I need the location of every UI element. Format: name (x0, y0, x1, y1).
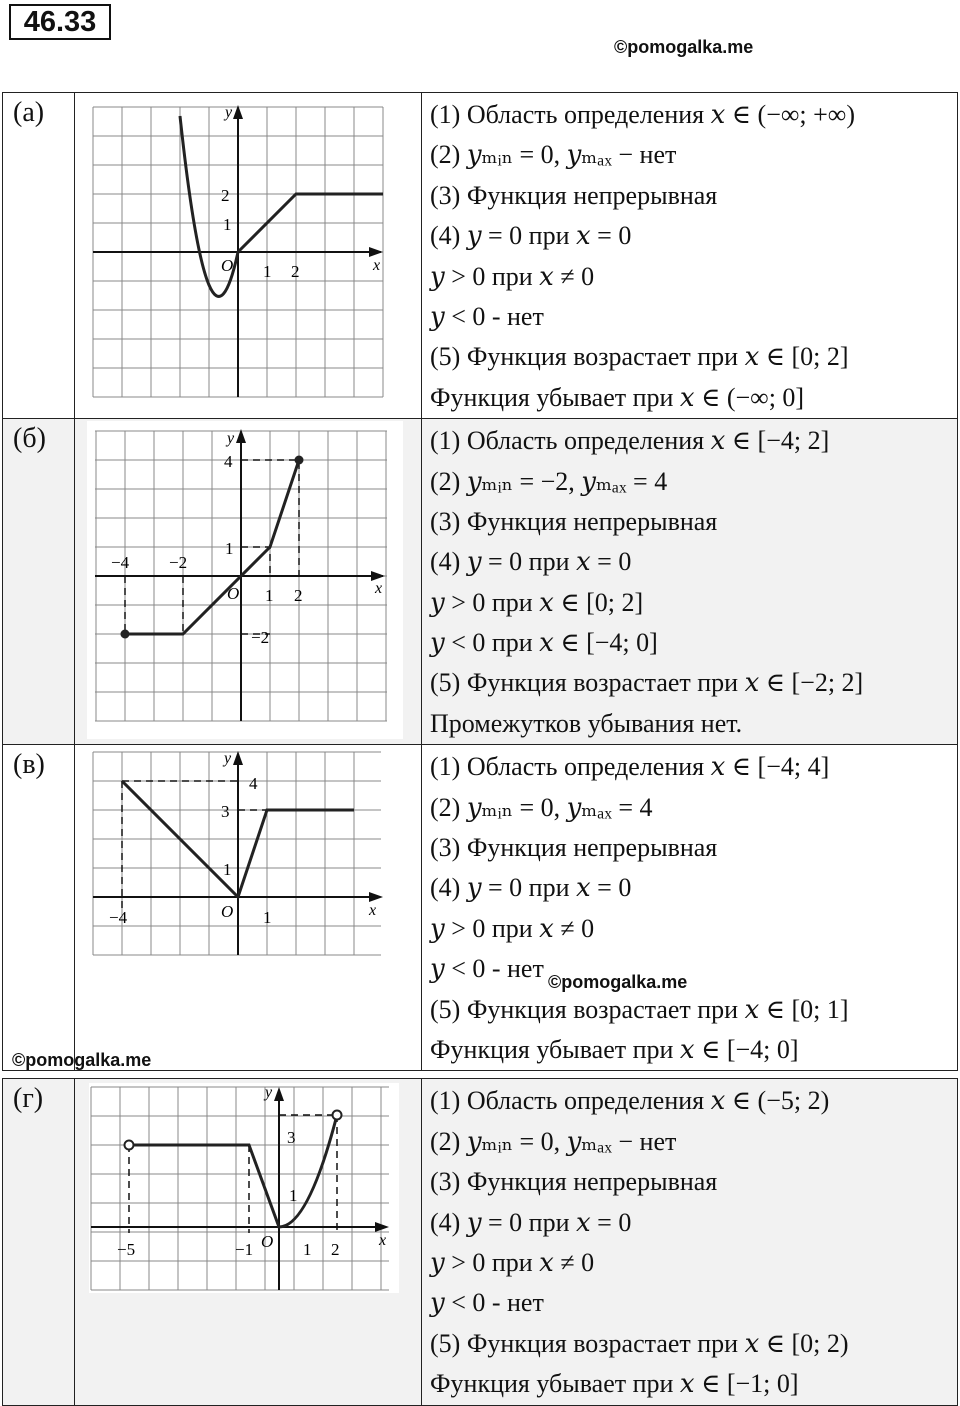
line-2: (2) 𝑦ₘᵢₙ = 0, 𝑦ₘₐₓ = 4 (430, 792, 653, 822)
spacer-cell (3, 1071, 75, 1079)
line-5: 𝑦 > 0 при 𝑥 ≠ 0 (430, 261, 595, 291)
y-axis-label: y (265, 1084, 273, 1102)
part-label: (в) (3, 745, 75, 1071)
tick-y4: 4 (224, 452, 233, 472)
tick-y3: 3 (221, 802, 230, 822)
x-axis-label: x (375, 580, 383, 598)
endpoint-right (295, 456, 304, 465)
tick-x2: 2 (294, 586, 303, 606)
line-1: (1) Область определения 𝑥 ∈ [−4; 4] (430, 752, 830, 782)
row-c (3, 745, 958, 1071)
x-axis-label: x (379, 1232, 387, 1250)
part-label: (а) (3, 93, 75, 419)
line-5: 𝑦 > 0 при 𝑥 ≠ 0 (430, 913, 595, 943)
graph-d (89, 1083, 399, 1293)
problem-number: 46.33 (9, 4, 111, 40)
tick-xm4: −4 (111, 553, 130, 573)
tick-y1: 1 (223, 860, 232, 880)
y-axis-label: y (227, 430, 235, 448)
open-endpoint-left (125, 1141, 134, 1150)
line-4: (4) 𝑦 = 0 при 𝑥 = 0 (430, 1207, 632, 1237)
line-3: (3) Функция непрерывная (430, 180, 718, 210)
x-axis-label: x (369, 902, 377, 920)
origin-label: O (221, 256, 234, 275)
line-2: (2) 𝑦ₘᵢₙ = 0, 𝑦ₘₐₓ − нет (430, 140, 677, 170)
origin-label: O (227, 584, 240, 604)
spacer-cell (422, 1071, 958, 1079)
tick-x1: 1 (263, 908, 272, 928)
line-6: 𝑦 < 0 - нет (430, 1288, 544, 1318)
tick-y4: 4 (249, 774, 258, 794)
tick-ym2: −2 (251, 628, 270, 648)
y-axis-label: y (225, 104, 233, 121)
x-arrow-icon (369, 247, 383, 257)
part-label: (г) (3, 1079, 75, 1405)
row-d (3, 1079, 958, 1405)
line-8: Промежутков убывания нет. (430, 708, 743, 738)
origin-label: O (221, 902, 234, 922)
tick-xm4: −4 (109, 908, 128, 928)
solution-text (422, 745, 958, 1071)
line-5: 𝑦 > 0 при 𝑥 ≠ 0 (430, 1247, 595, 1277)
line-1: (1) Область определения 𝑥 ∈ (−∞; +∞) (430, 100, 855, 129)
row-spacer (3, 1071, 958, 1079)
endpoint-left (121, 630, 130, 639)
line-7: (5) Функция возрастает при 𝑥 ∈ [0; 1] (430, 994, 849, 1024)
graph-cell (75, 419, 422, 745)
tick-xm5: −5 (117, 1240, 136, 1260)
line-1: (1) Область определения 𝑥 ∈ [−4; 2] (430, 426, 830, 456)
graph-b (87, 421, 403, 739)
graph-a-curve (180, 116, 383, 296)
tick-x1: 1 (265, 586, 274, 606)
origin-label: O (261, 1232, 274, 1252)
tick-xm2: −2 (169, 553, 188, 573)
line-2: (2) 𝑦ₘᵢₙ = −2, 𝑦ₘₐₓ = 4 (430, 466, 668, 496)
tick-y1: 1 (225, 539, 234, 559)
open-endpoint-right (333, 1111, 342, 1120)
row-a (3, 93, 958, 419)
y-arrow-icon (233, 751, 243, 765)
graph-d-curve (129, 1115, 337, 1227)
x-arrow-icon (375, 1222, 389, 1232)
row-b (3, 419, 958, 745)
graph-c (89, 749, 389, 961)
tick-x2: 2 (291, 262, 300, 281)
line-8: Функция убывает при 𝑥 ∈ (−∞; 0] (430, 382, 805, 412)
line-7: (5) Функция возрастает при 𝑥 ∈ [0; 2] (430, 342, 849, 372)
line-3: (3) Функция непрерывная (430, 1167, 718, 1197)
line-8: Функция убывает при 𝑥 ∈ [−4; 0] (430, 1034, 799, 1064)
line-5: 𝑦 > 0 при 𝑥 ∈ [0; 2] (430, 587, 644, 617)
tick-x1: 1 (263, 262, 272, 281)
part-label: (б) (3, 419, 75, 745)
watermark-top: ©pomogalka.me (614, 37, 754, 57)
line-6: 𝑦 < 0 - нет (430, 954, 544, 984)
watermark-middle: ©pomogalka.me (548, 972, 688, 992)
tick-x1: 1 (303, 1240, 312, 1260)
line-1: (1) Область определения 𝑥 ∈ (−5; 2) (430, 1086, 830, 1116)
line-4: (4) 𝑦 = 0 при 𝑥 = 0 (430, 873, 632, 903)
tick-y3: 3 (287, 1128, 296, 1148)
x-arrow-icon (369, 892, 383, 902)
tick-y1: 1 (289, 1186, 298, 1206)
line-4: (4) 𝑦 = 0 при 𝑥 = 0 (430, 547, 632, 577)
spacer-cell (75, 1071, 422, 1079)
line-2: (2) 𝑦ₘᵢₙ = 0, 𝑦ₘₐₓ − нет (430, 1126, 677, 1156)
x-axis-label: x (373, 257, 381, 274)
tick-x2: 2 (331, 1240, 340, 1260)
guide-lines (122, 781, 267, 909)
line-4: (4) 𝑦 = 0 при 𝑥 = 0 (430, 221, 632, 251)
tick-y2: 2 (221, 186, 230, 205)
tick-xm1: −1 (235, 1240, 254, 1260)
line-7: (5) Функция возрастает при 𝑥 ∈ [0; 2) (430, 1328, 849, 1358)
solution-text (422, 93, 958, 419)
y-axis-label: y (224, 750, 232, 768)
graph-cell (75, 93, 422, 419)
graph-a (85, 95, 403, 413)
line-3: (3) Функция непрерывная (430, 506, 718, 536)
line-8: Функция убывает при 𝑥 ∈ [−1; 0] (430, 1369, 799, 1399)
graph-cell (75, 1079, 422, 1405)
y-arrow-icon (274, 1087, 284, 1101)
tick-y1: 1 (223, 215, 232, 234)
solution-text (422, 419, 958, 745)
line-6: 𝑦 < 0 - нет (430, 301, 544, 331)
watermark-bottom-left: ©pomogalka.me (12, 1050, 152, 1070)
solution-text (422, 1079, 958, 1405)
solution-table (2, 92, 958, 1406)
line-6: 𝑦 < 0 при 𝑥 ∈ [−4; 0] (430, 628, 658, 658)
line-7: (5) Функция возрастает при 𝑥 ∈ [−2; 2] (430, 668, 864, 698)
graph-cell (75, 745, 422, 1071)
line-3: (3) Функция непрерывная (430, 833, 718, 863)
